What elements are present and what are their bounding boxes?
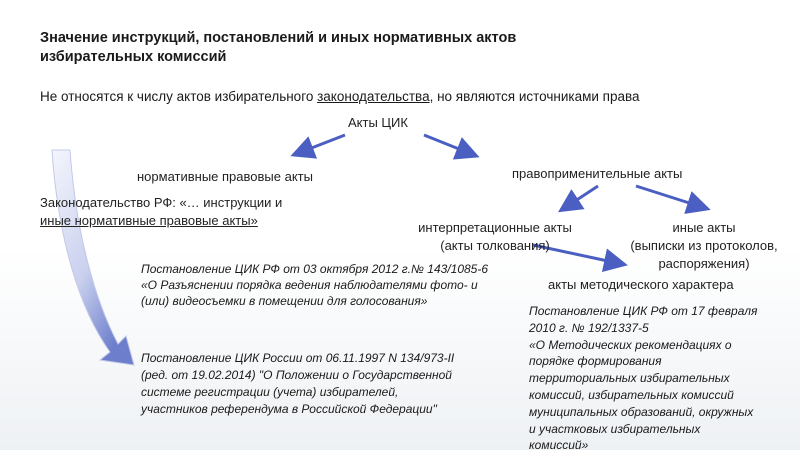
node-applied: правоприменительные акты bbox=[512, 166, 683, 181]
arrow-applied-to-other bbox=[636, 186, 705, 208]
arrow-root-to-applied bbox=[424, 135, 474, 155]
title-line: Значение инструкций, постановлений и иных нормативных актов bbox=[40, 30, 517, 46]
node-normative: нормативные правовые акты bbox=[137, 169, 313, 184]
legislation-quote: Законодательство РФ: «… инструкции и иные нормативные правовые акты» bbox=[40, 195, 283, 228]
arrow-applied-to-interpretive bbox=[563, 186, 598, 209]
decree-2010: Постановление ЦИК РФ от 17 февраля 2010 г. № 192/1337-5 «О Методических рекомендациях о порядке формирования территориальных избирательных комиссий, избирательных комиссий муниципальных образований, окружных и участковых избирательных комиссий» bbox=[529, 304, 758, 453]
decree-2012: Постановление ЦИК РФ от 03 октября 2012 г.№ 143/1085-6 «О Разъяснении порядка ведения наблюдателями фото- и (или) видеосъемки в помещении для голосования» bbox=[141, 262, 489, 308]
node-interpretive: интерпретационные акты (акты толкования) bbox=[418, 220, 572, 253]
node-methodical: акты методического характера bbox=[548, 277, 734, 292]
node-other: иные акты (выписки из протоколов, распоряжения) bbox=[630, 220, 778, 271]
curved-arrow bbox=[52, 150, 134, 365]
decree-1997: Постановление ЦИК России от 06.11.1997 N 134/973-II (ред. от 19.02.2014) "О Положении о Государственной системе регистрации (учета) избирателей, участников референдума в Российской Федерации" bbox=[141, 351, 455, 416]
title-line: избирательных комиссий bbox=[40, 49, 227, 65]
subtitle: Не относятся к числу актов избирательного законодательства, но являются источниками права bbox=[40, 89, 640, 104]
page-title bbox=[40, 29, 516, 67]
node-root: Акты ЦИК bbox=[348, 115, 408, 130]
legislation-link[interactable]: законодательства bbox=[317, 89, 430, 104]
arrow-root-to-normative bbox=[296, 135, 345, 154]
